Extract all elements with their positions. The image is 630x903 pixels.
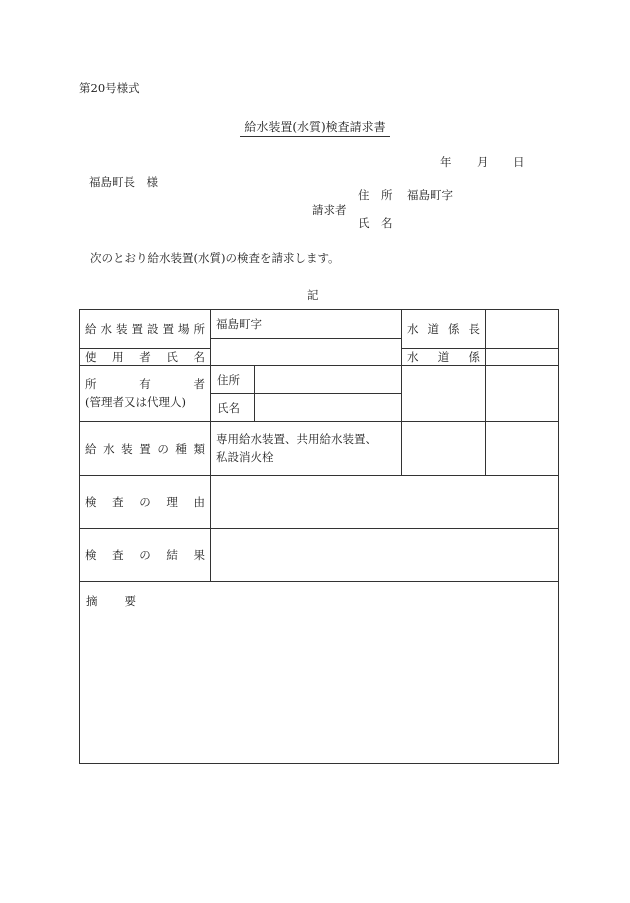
approver-blank-right[interactable] xyxy=(486,366,559,422)
owner-address-label: 住所 xyxy=(211,366,255,394)
user-name-label: 使 用 者 氏 名 xyxy=(85,350,205,364)
summary-label: 摘 要 xyxy=(86,594,136,608)
result-label: 検 査 の 結 果 xyxy=(85,548,205,562)
owner-name-label: 氏名 xyxy=(211,394,255,422)
approver-blank-left[interactable] xyxy=(402,366,486,422)
summary-cell[interactable] xyxy=(80,582,559,764)
type-label-cell xyxy=(80,422,211,476)
intro-sentence: 次のとおり給水装置(水質)の検査を請求します。 xyxy=(90,251,340,265)
type-blank-right xyxy=(486,422,559,476)
type-value-line2: 私設消火栓 xyxy=(216,449,274,464)
reason-label-cell xyxy=(80,476,211,529)
requester-label: 請求者 xyxy=(312,203,347,217)
requester-address-label: 住 所 xyxy=(358,188,393,202)
approver-staff-stamp-cell[interactable] xyxy=(486,349,559,366)
approver-staff-label: 水 道 係 xyxy=(407,350,480,364)
location-label: 給 水 装 置 設 置 場 所 xyxy=(85,322,205,336)
requester-address-value: 福島町字 xyxy=(407,188,453,202)
inspection-form-table xyxy=(79,309,559,764)
owner-label: 所 有 者 (管理者又は代理人) xyxy=(85,376,205,409)
requester-name-label: 氏 名 xyxy=(358,216,393,230)
location-label-cell xyxy=(80,310,211,349)
location-user-cell xyxy=(211,310,402,366)
date-month-label: 月 xyxy=(477,155,489,169)
reason-label: 検 査 の 理 由 xyxy=(85,495,205,509)
reason-field[interactable] xyxy=(211,476,559,529)
document-title: 給水装置(水質)検査請求書 xyxy=(0,121,630,137)
user-name-label-cell xyxy=(80,349,211,366)
ki-heading: 記 xyxy=(307,288,319,302)
owner-label-cell xyxy=(80,366,211,422)
type-label: 給 水 装 置 の 種 類 xyxy=(85,441,205,456)
date-year-label: 年 xyxy=(440,155,452,169)
type-blank-left xyxy=(402,422,486,476)
owner-address-field[interactable] xyxy=(255,366,402,394)
result-field[interactable] xyxy=(211,529,559,582)
approver-chief-stamp-cell[interactable] xyxy=(486,310,559,349)
location-value: 福島町字 xyxy=(216,317,262,331)
type-value-line1: 専用給水装置、共用給水装置、 xyxy=(216,431,377,446)
approver-chief-label: 水 道 係 長 xyxy=(407,322,480,336)
location-value-field[interactable] xyxy=(211,310,401,339)
type-value-cell[interactable] xyxy=(211,422,402,476)
owner-name-field[interactable] xyxy=(255,394,402,422)
form-number: 第20号様式 xyxy=(79,81,140,95)
approver-staff-label-cell xyxy=(402,349,486,366)
result-label-cell xyxy=(80,529,211,582)
approver-chief-label-cell xyxy=(402,310,486,349)
addressee: 福島町長 様 xyxy=(89,175,158,189)
date-day-label: 日 xyxy=(513,155,525,169)
user-name-field[interactable] xyxy=(211,339,401,365)
